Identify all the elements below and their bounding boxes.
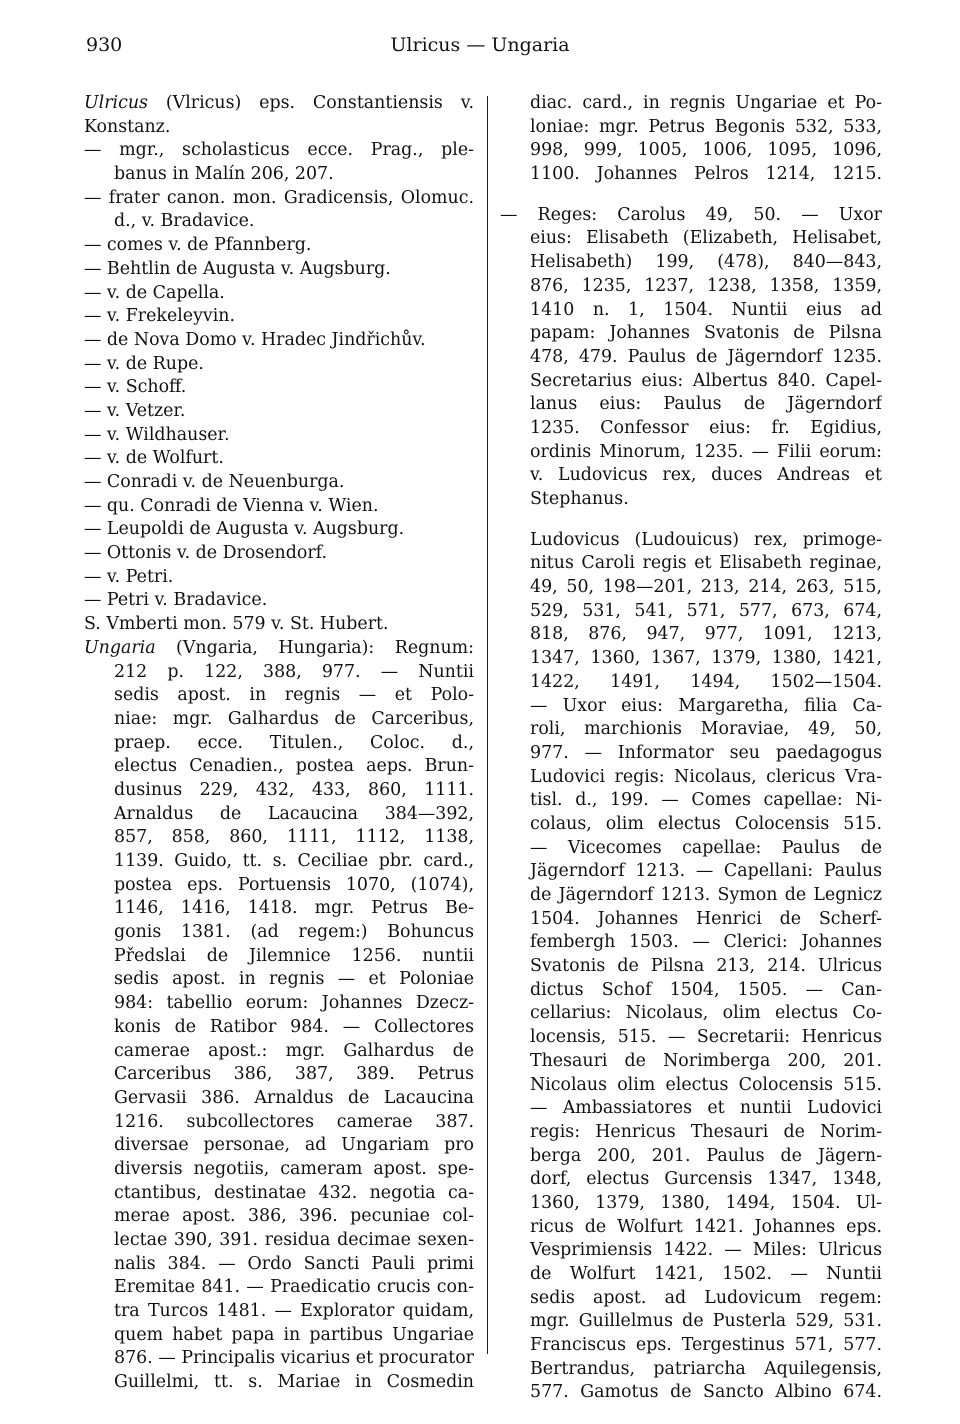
text-line: nitus Caroli regis et Elisabeth reginae, (530, 553, 882, 574)
text-line: konis de Ratibor 984. — Collectores (114, 1016, 474, 1037)
text-line: cellarius: Nicolaus, olim electus Co- (530, 1003, 882, 1024)
text-line: ordinis Minorum, 1235. — Filii eorum: (530, 441, 882, 462)
text-line: eius: Elisabeth (Elizabeth, Helisabet, (530, 228, 882, 249)
text-line: Arnaldus de Lacaucina 384—392, (114, 803, 474, 824)
page-header (0, 34, 960, 64)
text-line: 1235. Confessor eius: fr. Egidius, (530, 417, 882, 438)
text-line: 1422, 1491, 1494, 1502—1504. (530, 671, 882, 692)
text-line: 1360, 1379, 1380, 1494, 1504. Ul- (530, 1192, 882, 1213)
text-line: camerae apost.: mgr. Galhardus de (114, 1040, 474, 1061)
entry-text: (Vlricus) eps. Constantiensis v. (147, 93, 474, 113)
text-line: — v. de Capella. (84, 282, 225, 303)
text-line: — Uxor eius: Margaretha, filia Ca- (530, 695, 882, 716)
text-line: Ludovicus (Ludouicus) rex, primoge- (530, 529, 882, 550)
text-line: fembergh 1503. — Clerici: Johannes (530, 932, 882, 953)
text-line: ricus de Wolfurt 1421. Johannes eps. (530, 1216, 882, 1237)
text-line: — v. Petri. (84, 566, 174, 587)
text-line: 478, 479. Paulus de Jägerndorf 1235. (530, 346, 882, 367)
text-line: — qu. Conradi de Vienna v. Wien. (84, 495, 379, 516)
text-line: diac. card., in regnis Ungariae et Po- (530, 93, 882, 113)
text-line (84, 637, 474, 661)
text-line: 977. — Informator seu paedagogus (530, 742, 882, 763)
text-line: quem habet papa in partibus Ungariae (114, 1324, 474, 1345)
text-line: 212 p. 122, 388, 977. — Nuntii (114, 661, 474, 682)
text-line: 1139. Guido, tt. s. Ceciliae pbr. card., (114, 851, 474, 871)
text-line: d., v. Bradavice. (114, 211, 255, 232)
text-line: 49, 50, 198—201, 213, 214, 263, 515, (530, 577, 882, 598)
text-line: 1146, 1416, 1418. mgr. Petrus Be- (114, 898, 474, 919)
text-line: postea eps. Portuensis 1070, (1074), (114, 874, 474, 895)
text-line: banus in Malín 206, 207. (114, 164, 334, 185)
text-line: 577. Gamotus de Sancto Albino 674. (530, 1382, 882, 1403)
text-line: S. Vmberti mon. 579 v. St. Hubert. (84, 614, 389, 635)
text-line: lanus eius: Paulus de Jägerndorf (530, 394, 882, 415)
text-line: tisl. d., 199. — Comes capellae: Ni- (530, 790, 882, 811)
paragraph-gap (500, 187, 882, 204)
text-line: — Conradi v. de Neuenburga. (84, 472, 345, 492)
text-line: sedis apost. in regnis — et Poloniae (114, 969, 474, 990)
text-line: Předslai de Jilemnice 1256. nuntii (114, 945, 474, 966)
text-line: merae apost. 386, 396. pecuniae col- (114, 1206, 474, 1227)
text-line: nalis 384. — Ordo Sancti Pauli primi (114, 1253, 474, 1274)
text-line: mgr. Guillelmus de Pusterla 529, 531. (530, 1311, 882, 1332)
text-line: — Vicecomes capellae: Paulus de (530, 837, 882, 858)
text-line: 1347, 1360, 1367, 1379, 1380, 1421, (530, 648, 882, 669)
entry-text: (Vngaria, Hungaria): Regnum: (155, 637, 474, 658)
text-line: diversis negotiis, cameram apost. spe- (114, 1158, 474, 1179)
text-line: dorf, electus Gurcensis 1347, 1348, (530, 1169, 882, 1190)
text-line: gonis 1381. (ad regem:) Bohuncus (114, 922, 474, 943)
text-line: lectae 390, 391. residua decimae sexen- (114, 1230, 474, 1250)
text-line: — Reges: Carolus 49, 50. — Uxor (500, 204, 882, 225)
text-line: ctantibus, destinatae 432. negotia ca- (114, 1182, 474, 1203)
text-line: regis: Henricus Thesauri de Norim- (530, 1121, 882, 1142)
text-line: — v. Wildhauser. (84, 424, 230, 445)
text-line: — Ottonis v. de Drosendorf. (84, 543, 328, 564)
text-line: colaus, olim electus Colocensis 515. (530, 813, 882, 834)
text-line: Thesauri de Norimberga 200, 201. (530, 1050, 882, 1071)
text-line: dictus Schof 1504, 1505. — Can- (530, 979, 882, 1000)
text-line: de Jägerndorf 1213. Symon de Legnicz (530, 885, 882, 905)
text-line: 1100. Johannes Pelros 1214, 1215. (530, 164, 882, 185)
text-line: tra Turcos 1481. — Explorator quidam, (114, 1301, 474, 1322)
text-line: Guillelmi, tt. s. Mariae in Cosmedin (114, 1372, 474, 1393)
text-line: 529, 531, 541, 571, 577, 673, 674, (530, 600, 882, 621)
text-line: 876. — Principalis vicarius et procurator (114, 1348, 474, 1369)
text-line: — v. Schoff. (84, 377, 187, 398)
text-line: Svatonis de Pilsna 213, 214. Ulricus (530, 956, 882, 977)
text-line: sedis apost. in regnis — et Polo- (114, 685, 474, 706)
text-line: 984: tabellio eorum: Johannes Dzecz- (114, 993, 474, 1014)
text-line: de Wolfurt 1421, 1502. — Nuntii (530, 1264, 882, 1284)
text-line: — mgr., scholasticus ecce. Prag., ple- (84, 140, 474, 161)
text-line: — Ambassiatores et nuntii Ludovici (530, 1098, 882, 1119)
text-line: loniae: mgr. Petrus Begonis 532, 533, (530, 116, 882, 137)
text-line: — Petri v. Bradavice. (84, 590, 268, 611)
text-line: Secretarius eius: Albertus 840. Capel- (530, 370, 882, 391)
column-divider (487, 96, 488, 1354)
paragraph-gap (500, 512, 882, 529)
text-line: 876, 1235, 1237, 1238, 1358, 1359, (530, 275, 882, 296)
text-line: praep. ecce. Titulen., Coloc. d., (114, 732, 474, 753)
text-line: Jägerndorf 1213. — Capellani: Paulus (530, 861, 882, 882)
text-line: — v. de Wolfurt. (84, 448, 224, 469)
text-line: 818, 876, 947, 977, 1091, 1213, (530, 624, 882, 645)
running-head: Ulricus — Ungaria (390, 34, 570, 56)
text-line (84, 92, 474, 116)
text-line: berga 200, 201. Paulus de Jägern- (530, 1145, 882, 1166)
page-number: 930 (86, 34, 123, 56)
entry-headword: Ulricus (84, 93, 148, 113)
text-line: Stephanus. (530, 489, 629, 509)
right-column (500, 92, 882, 1405)
text-line: papam: Johannes Svatonis de Pilsna (530, 323, 882, 344)
text-line: v. Ludovicus rex, duces Andreas et (530, 465, 882, 486)
text-line: — v. Frekeleyvin. (84, 306, 236, 327)
text-line: 1410 n. 1, 1504. Nuntii eius ad (530, 299, 882, 320)
text-line: — de Nova Domo v. Hradec Jindřichův. (84, 329, 426, 350)
text-line: Carceribus 386, 387, 389. Petrus (114, 1064, 474, 1085)
text-line: — frater canon. mon. Gradicensis, Olomuc. (84, 187, 474, 208)
text-line: Franciscus eps. Tergestinus 571, 577. (530, 1335, 882, 1356)
text-line: 998, 999, 1005, 1006, 1095, 1096, (530, 140, 882, 161)
text-line: 1216. subcollectores camerae 387. (114, 1111, 474, 1132)
text-line: Vesprimiensis 1422. — Miles: Ulricus (530, 1240, 882, 1261)
text-line: roli, marchionis Moraviae, 49, 50, (530, 719, 882, 740)
text-line: sedis apost. ad Ludovicum regem: (530, 1287, 882, 1308)
text-line: Helisabeth) 199, (478), 840—843, (530, 252, 882, 273)
text-line: Gervasii 386. Arnaldus de Lacaucina (114, 1087, 474, 1108)
entry-headword: Ungaria (84, 637, 156, 658)
text-line: niae: mgr. Galhardus de Carceribus, (114, 708, 474, 729)
text-line: Eremitae 841. — Praedicatio crucis con- (114, 1277, 474, 1298)
text-line: 857, 858, 860, 1111, 1112, 1138, (114, 827, 474, 848)
text-line: — Behtlin de Augusta v. Augsburg. (84, 258, 391, 279)
text-line: — comes v. de Pfannberg. (84, 235, 312, 256)
text-line: — v. de Rupe. (84, 353, 204, 374)
text-line: Konstanz. (84, 116, 171, 137)
text-line: — Leupoldi de Augusta v. Augsburg. (84, 519, 405, 540)
text-line: locensis, 515. — Secretarii: Henricus (530, 1027, 882, 1048)
text-line: Ludovici regis: Nicolaus, clericus Vra- (530, 766, 882, 787)
text-line: 1504. Johannes Henrici de Scherf- (530, 908, 882, 929)
text-line: electus Cenadien., postea aeps. Brun- (114, 756, 474, 777)
text-line: — v. Vetzer. (84, 400, 186, 421)
text-line: Nicolaus olim electus Colocensis 515. (530, 1074, 882, 1095)
text-line: diversae personae, ad Ungariam pro (114, 1135, 474, 1156)
left-column (84, 92, 474, 1395)
text-line: Bertrandus, patriarcha Aquilegensis, (530, 1358, 882, 1379)
text-line: dusinus 229, 432, 433, 860, 1111. (114, 779, 474, 800)
